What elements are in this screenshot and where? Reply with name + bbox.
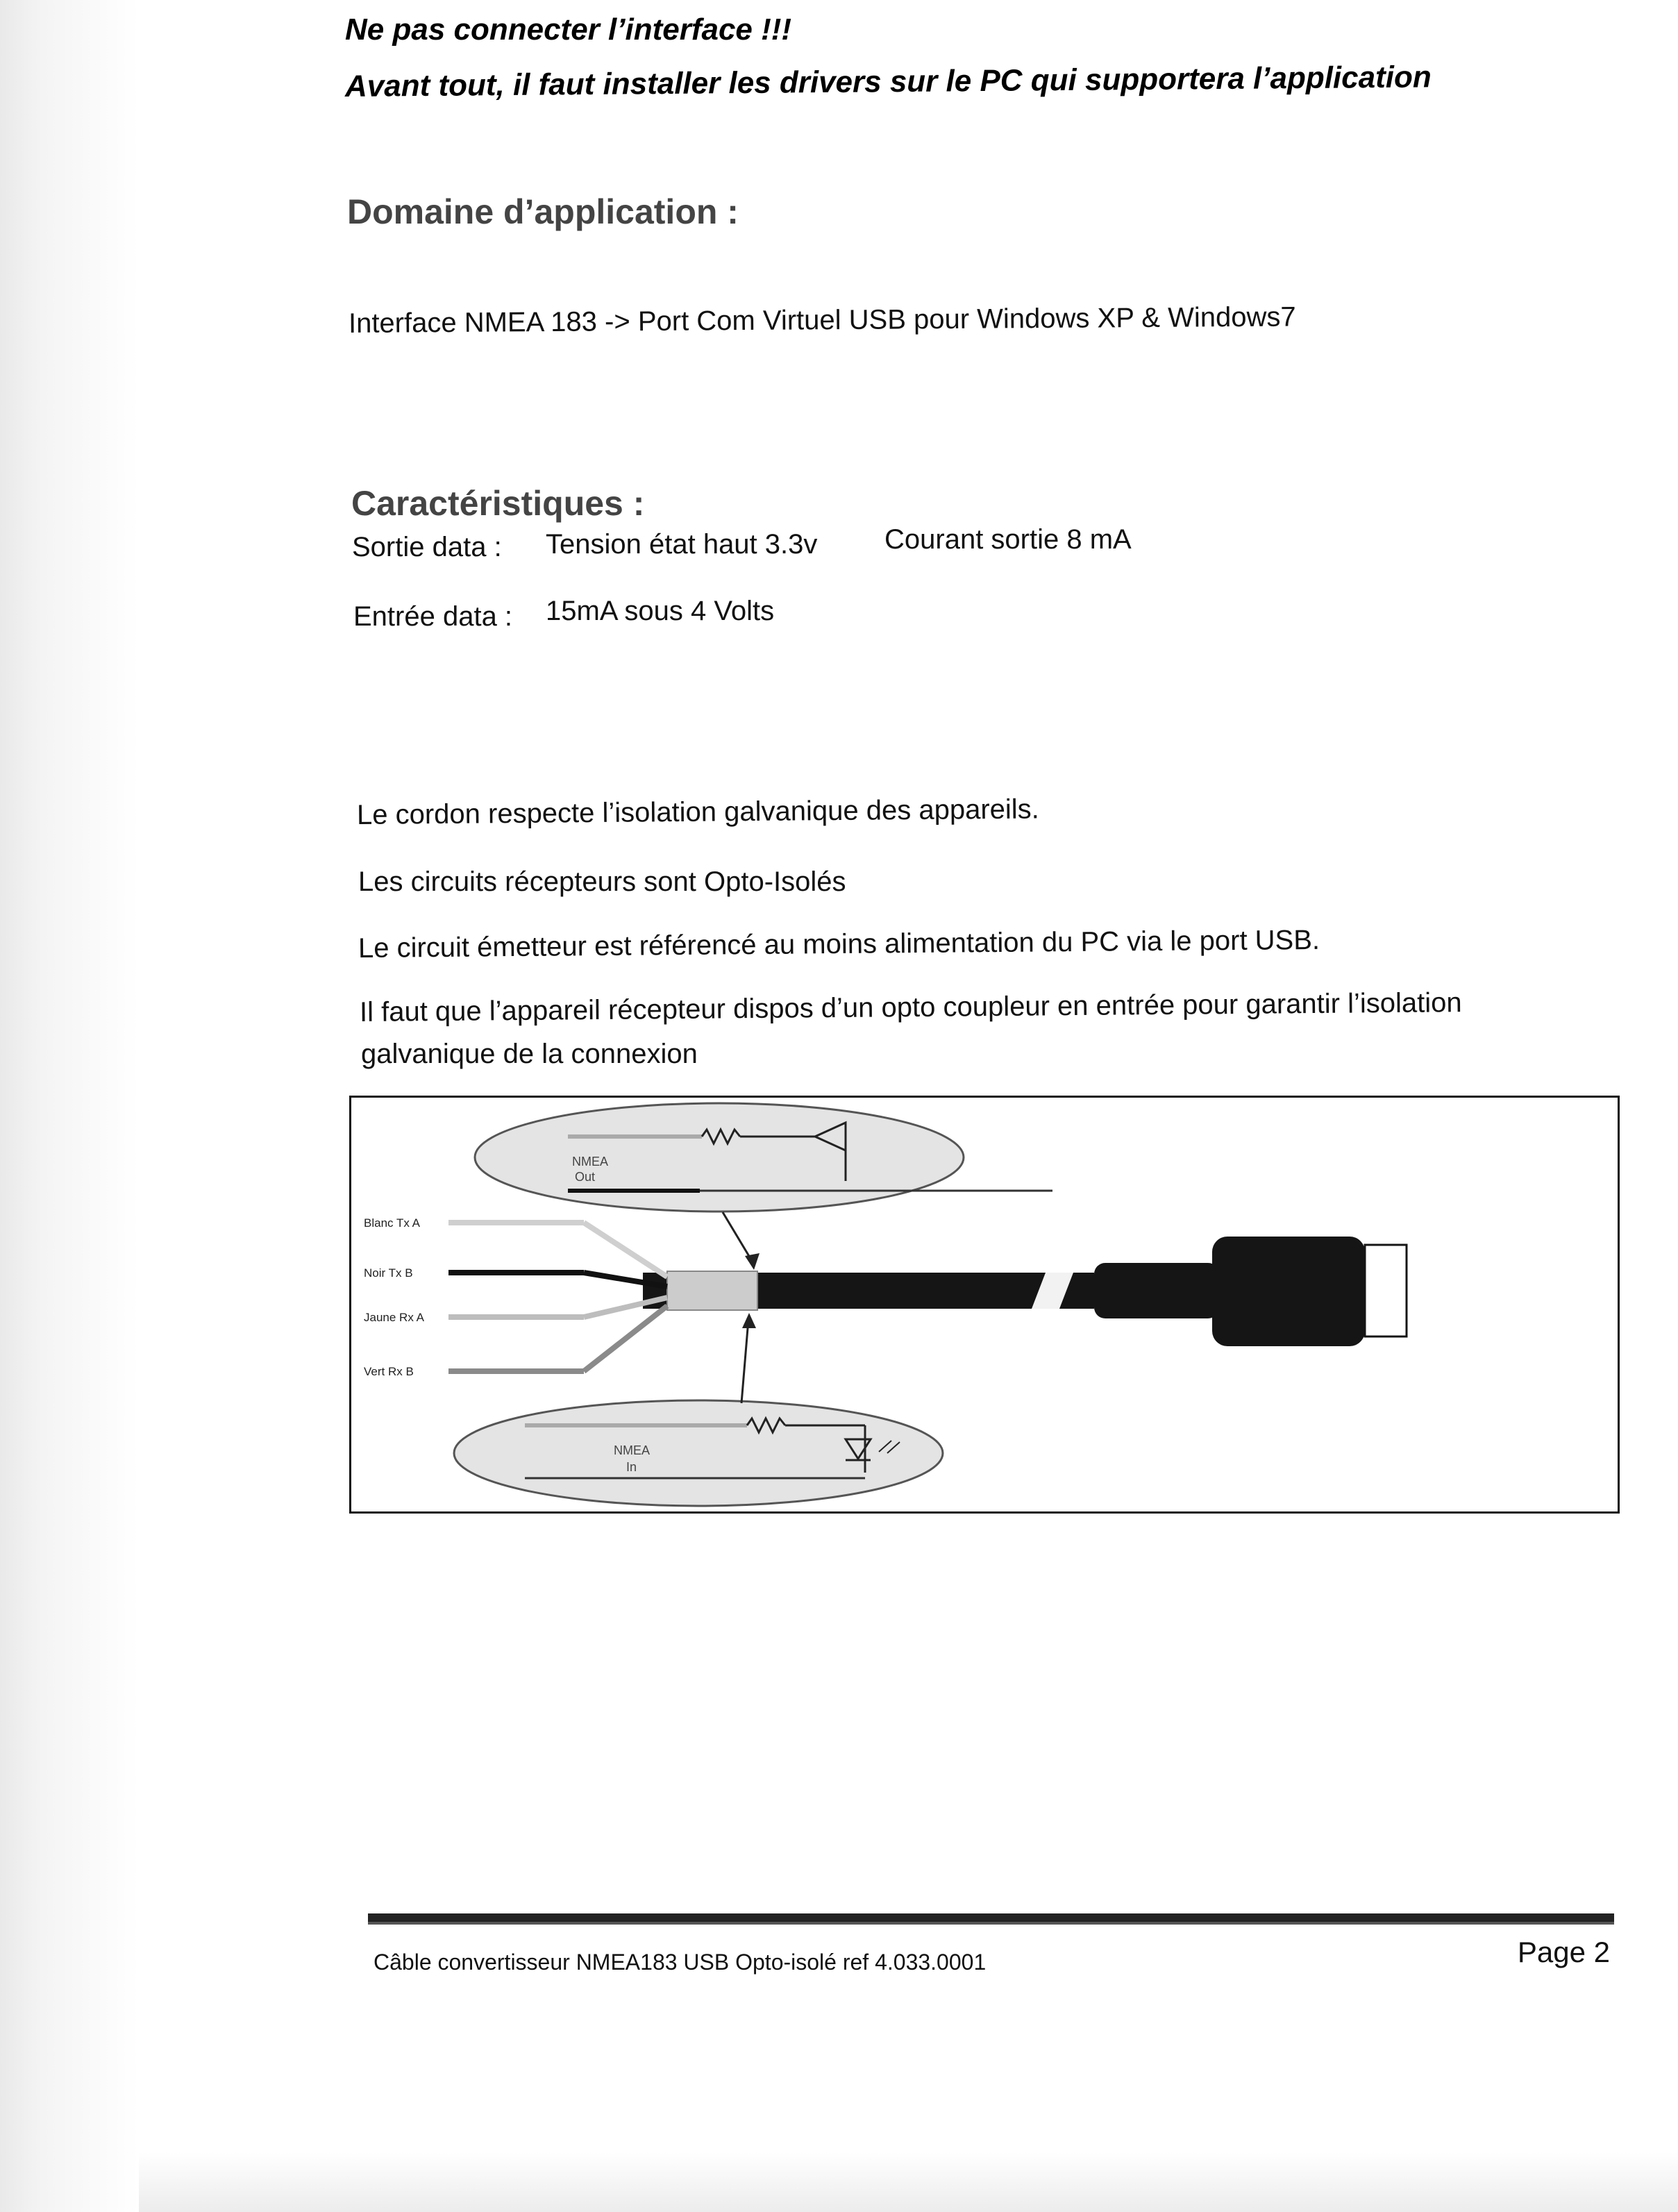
- sortie-data-label: Sortie data :: [352, 532, 502, 562]
- paragraph-isolation: Le cordon respecte l’isolation galvanique des appareils.: [356, 794, 1040, 830]
- footer-rule: [368, 1913, 1614, 1925]
- page-fold-shadow: [139, 2152, 1678, 2212]
- sortie-courant: Courant sortie 8 mA: [884, 524, 1132, 555]
- paragraph-opto: Les circuits récepteurs sont Opto-Isolés: [358, 866, 846, 897]
- usb-strain-relief: [1094, 1263, 1219, 1318]
- nmea-out-label-2: Out: [575, 1170, 596, 1184]
- junction-sleeve: [667, 1271, 757, 1310]
- wire-label-green: Vert Rx B: [364, 1365, 414, 1378]
- entree-data-value: 15mA sous 4 Volts: [546, 596, 775, 626]
- domaine-text: Interface NMEA 183 -> Port Com Virtuel USB pour Windows XP & Windows7: [348, 301, 1296, 339]
- wiring-diagram: [349, 1096, 1620, 1514]
- scan-edge-shadow: [0, 0, 153, 2212]
- wire-label-black: Noir Tx B: [364, 1266, 413, 1280]
- nmea-in-label-2: In: [626, 1460, 637, 1474]
- heading-caracteristiques: Caractéristiques :: [351, 484, 645, 523]
- wire-label-white: Blanc Tx A: [364, 1216, 420, 1230]
- footer-reference: Câble convertisseur NMEA183 USB Opto-isolé ref 4.033.0001: [374, 1950, 987, 1975]
- nmea-in-bubble: [454, 1400, 943, 1506]
- paragraph-recepteur-line2: galvanique de la connexion: [361, 1039, 698, 1069]
- page-number: Page 2: [1517, 1936, 1610, 1968]
- wire-white: [448, 1223, 667, 1277]
- paragraph-recepteur-line1: Il faut que l’appareil récepteur dispos d’un opto coupleur en entrée pour garantir l’isolation: [359, 987, 1462, 1028]
- wiring-diagram-svg: [351, 1098, 1618, 1511]
- wire-labels: [364, 1216, 425, 1378]
- paragraph-emetteur: Le circuit émetteur est référencé au moins alimentation du PC via le port USB.: [358, 924, 1320, 964]
- nmea-out-bubble: [475, 1103, 1052, 1212]
- wire-black: [448, 1273, 667, 1287]
- sortie-tension: Tension état haut 3.3v: [546, 529, 818, 560]
- heading-domaine: Domaine d’application :: [347, 192, 739, 231]
- nmea-out-label-1: NMEA: [572, 1155, 609, 1168]
- warning-no-connect: Ne pas connecter l’interface !!!: [345, 12, 792, 47]
- wire-label-yellow: Jaune Rx A: [364, 1311, 424, 1324]
- usb-plug-body: [1212, 1237, 1365, 1346]
- usb-plug-connector: [1365, 1245, 1407, 1337]
- nmea-in-label-1: NMEA: [614, 1443, 651, 1457]
- wire-yellow: [448, 1298, 667, 1317]
- entree-data-label: Entrée data :: [353, 601, 513, 632]
- warning-install-drivers: Avant tout, il faut installer les drivers sur le PC qui supportera l’application: [344, 60, 1432, 103]
